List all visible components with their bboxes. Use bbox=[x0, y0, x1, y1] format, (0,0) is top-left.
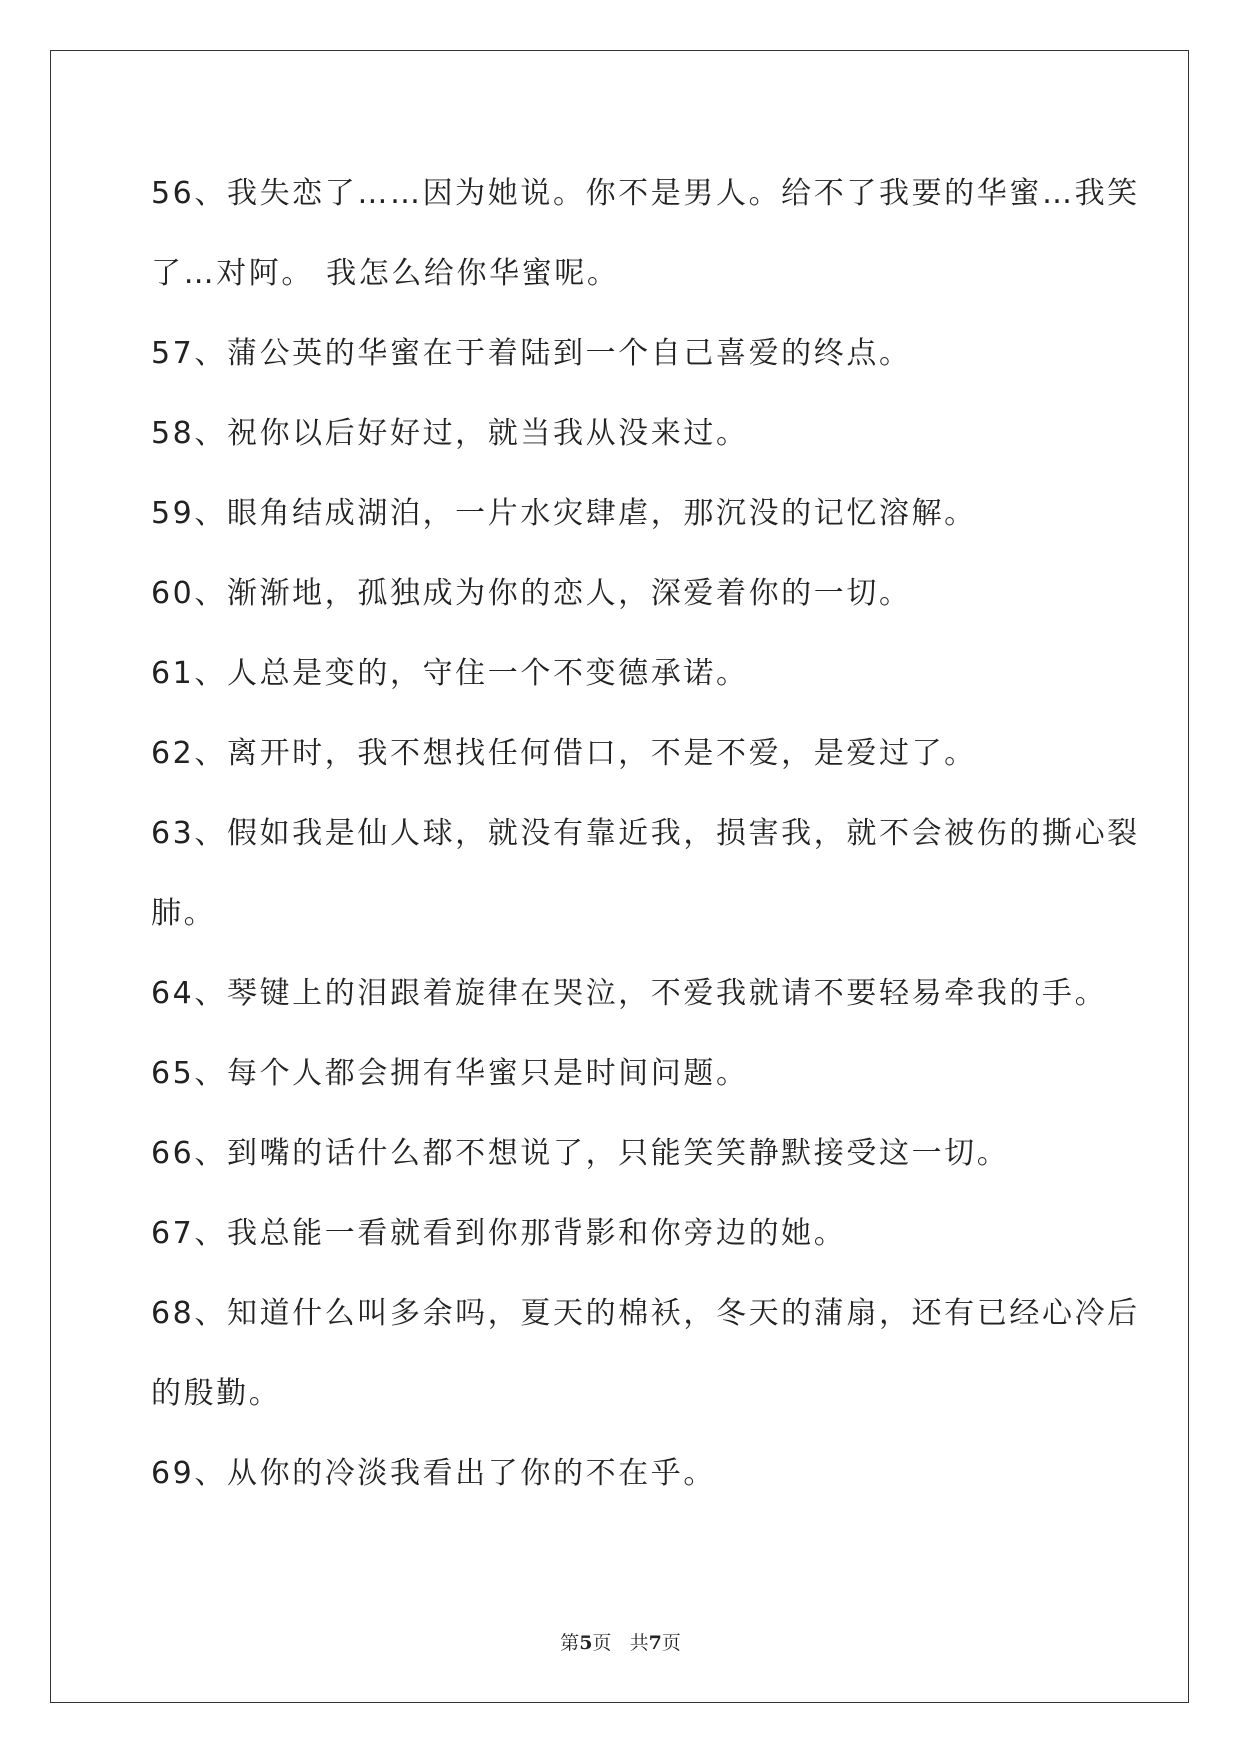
footer-total-prefix: 共 bbox=[629, 1632, 649, 1654]
text-line: 69、从你的冷淡我看出了你的不在乎。 bbox=[151, 1456, 716, 1491]
footer-total-suffix: 页 bbox=[661, 1632, 681, 1654]
text-line: 58、祝你以后好好过，就当我从没来过。 bbox=[151, 416, 749, 451]
footer-page-prefix: 第 bbox=[560, 1632, 580, 1654]
text-line: 67、我总能一看就看到你那背影和你旁边的她。 bbox=[151, 1216, 847, 1251]
footer-page-current: 5 bbox=[579, 1632, 593, 1654]
text-line: 64、琴键上的泪跟着旋律在哭泣，不爱我就请不要轻易牵我的手。 bbox=[151, 976, 1108, 1011]
text-line: 65、每个人都会拥有华蜜只是时间问题。 bbox=[151, 1056, 749, 1091]
text-line: 了…对阿。 我怎么给你华蜜呢。 bbox=[151, 256, 620, 291]
text-line: 56、我失恋了……因为她说。你不是男人。给不了我要的华蜜…我笑 bbox=[151, 176, 1140, 211]
footer-page-suffix: 页 bbox=[592, 1632, 612, 1654]
text-line: 59、眼角结成湖泊，一片水灾肆虐，那沉没的记忆溶解。 bbox=[151, 496, 977, 531]
text-line: 的殷勤。 bbox=[151, 1376, 282, 1411]
text-line: 63、假如我是仙人球，就没有靠近我，损害我，就不会被伤的撕心裂 bbox=[151, 816, 1140, 851]
text-line: 66、到嘴的话什么都不想说了，只能笑笑静默接受这一切。 bbox=[151, 1136, 1010, 1171]
page-footer bbox=[0, 1628, 1241, 1655]
text-line: 60、渐渐地，孤独成为你的恋人，深爱着你的一切。 bbox=[151, 576, 912, 611]
text-line: 68、知道什么叫多余吗，夏天的棉袄，冬天的蒲扇，还有已经心冷后 bbox=[151, 1296, 1140, 1331]
footer-page-total: 7 bbox=[648, 1632, 662, 1654]
text-line: 62、离开时，我不想找任何借口，不是不爱，是爱过了。 bbox=[151, 736, 977, 771]
text-line: 57、蒲公英的华蜜在于着陆到一个自己喜爱的终点。 bbox=[151, 336, 912, 371]
document-body bbox=[151, 154, 1140, 1514]
text-line: 61、人总是变的，守住一个不变德承诺。 bbox=[151, 656, 749, 691]
text-line: 肺。 bbox=[151, 896, 217, 931]
